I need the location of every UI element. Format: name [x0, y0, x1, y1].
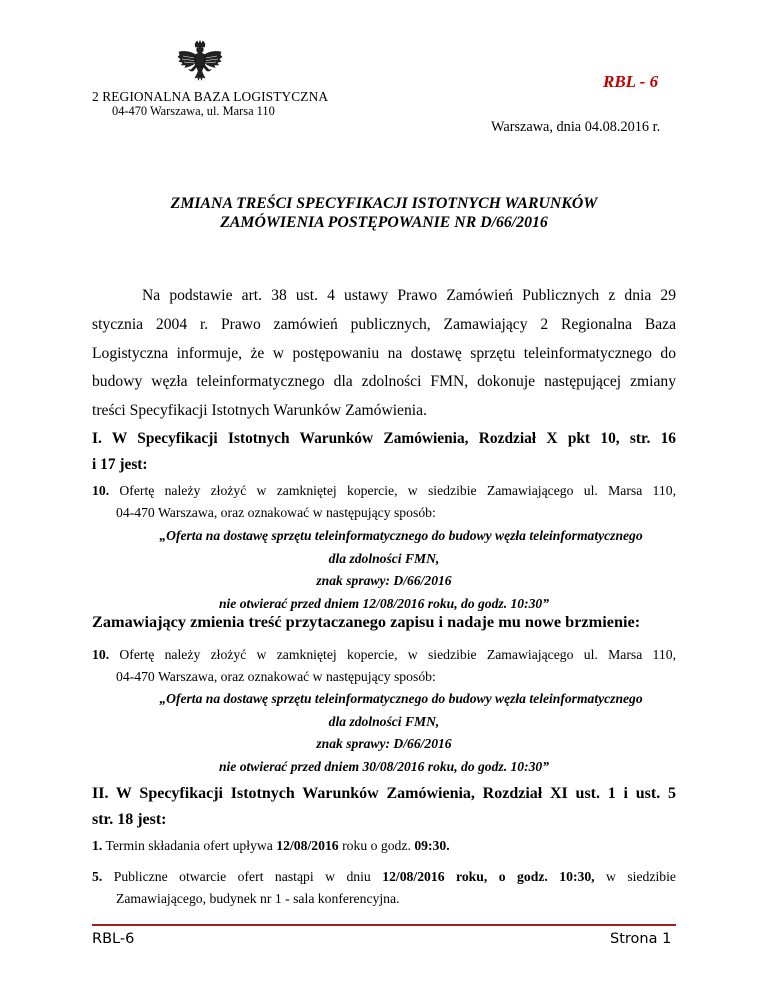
new-item-line-2: 04-470 Warszawa, oraz oznakować w następujący sposób:	[116, 669, 436, 684]
old-item-line-2: 04-470 Warszawa, oraz oznakować w następujący sposób:	[116, 505, 436, 520]
old-quote-line: „Oferta na dostawę sprzętu teleinformatycznego do budowy węzła teleinformatycznego	[159, 528, 643, 543]
old-quote-line: nie otwierać przed dniem 12/08/2016 roku, do godz. 10:30”	[218, 596, 550, 612]
footer-page-number: Strona 1	[610, 931, 672, 947]
intro-line: Na podstawie art. 38 ust. 4 ustawy Prawo Zamówień Publicznych z dnia 29	[142, 287, 676, 304]
new-item-quote	[0, 688, 768, 779]
new-item-text: Ofertę należy złożyć w zamkniętej kopercie, w siedzibie Zamawiającego ul. Marsa 110,	[119, 647, 676, 662]
new-item-line-1	[92, 644, 676, 666]
intro-paragraph	[92, 282, 676, 426]
organization-name: 2 REGIONALNA BAZA LOGISTYCZNA	[92, 89, 329, 104]
section-1-heading	[92, 426, 676, 478]
new-item-number: 10.	[92, 647, 110, 662]
section-1-heading-line: i 17 jest:	[92, 456, 148, 473]
document-code: RBL - 6	[603, 72, 659, 91]
new-quote-line: znak sprawy: D/66/2016	[316, 736, 452, 752]
item-1-time: 09:30.	[414, 838, 450, 853]
document-title-line-2: ZAMÓWIENIA POSTĘPOWANIE NR D/66/2016	[220, 214, 548, 231]
new-item-10	[92, 644, 676, 688]
item-5-text: Publiczne otwarcie ofert nastąpi w dniu	[113, 869, 383, 884]
old-quote-line: dla zdolności FMN,	[328, 550, 440, 566]
section-1-heading-line: I. W Specyfikacji Istotnych Warunków Zamówienia, Rozdział X pkt 10, str. 16	[92, 430, 676, 447]
organization-address: 04-470 Warszawa, ul. Marsa 110	[112, 104, 275, 118]
old-item-line-1	[92, 480, 676, 502]
item-5-line-1	[92, 866, 676, 888]
item-5-line-2: Zamawiającego, budynek nr 1 - sala konferencyjna.	[116, 891, 400, 906]
document-title-line-1: ZMIANA TREŚCI SPECYFIKACJI ISTOTNYCH WARUNKÓW	[170, 195, 598, 212]
new-quote-line: nie otwierać przed dniem 30/08/2016 roku, do godz. 10:30”	[218, 759, 550, 775]
item-1-date: 12/08/2016	[276, 838, 339, 853]
footer-doc-code: RBL-6	[92, 931, 135, 947]
section-2-item-1	[92, 835, 676, 857]
intro-line: budowy węzła teleinformatycznego dla zdolności FMN, dokonuje następującej zmiany	[92, 373, 676, 391]
intro-line: Logistyczna informuje, że w postępowaniu na dostawę sprzętu teleinformatycznego do	[92, 344, 676, 362]
new-quote-line: dla zdolności FMN,	[328, 713, 440, 729]
new-quote-line: „Oferta na dostawę sprzętu teleinformatycznego do budowy węzła teleinformatycznego	[159, 691, 643, 706]
item-1-number: 1.	[92, 838, 103, 853]
section-2-heading	[92, 781, 676, 833]
item-5-text-2: w siedzibie	[594, 869, 677, 884]
old-item-number: 10.	[92, 483, 110, 498]
polish-eagle-emblem-icon	[176, 40, 224, 84]
item-5-number: 5.	[92, 869, 103, 884]
old-item-quote	[0, 525, 768, 616]
item-1-text-2: roku o godz.	[338, 838, 415, 853]
change-heading: Zamawiający zmienia treść przytaczanego zapisu i nadaje mu nowe brzmienie:	[92, 612, 641, 631]
date-line: Warszawa, dnia 04.08.2016 r.	[491, 119, 661, 135]
item-1-line	[92, 835, 676, 857]
section-2-heading-line: II. W Specyfikacji Istotnych Warunków Zamówienia, Rozdział XI ust. 1 i ust. 5	[92, 785, 676, 802]
section-2-item-5	[92, 866, 676, 910]
item-1-text: Termin składania ofert upływa	[105, 838, 277, 853]
footer-rule	[92, 924, 676, 926]
old-item-10	[92, 480, 676, 524]
section-2-heading-line: str. 18 jest:	[92, 811, 167, 828]
old-item-text: Ofertę należy złożyć w zamkniętej kopercie, w siedzibie Zamawiającego ul. Marsa 110,	[119, 483, 676, 498]
intro-line: stycznia 2004 r. Prawo zamówień publicznych, Zamawiający 2 Regionalna Baza	[92, 315, 676, 333]
intro-line: treści Specyfikacji Istotnych Warunków Zamówienia.	[92, 402, 427, 420]
item-5-datetime: 12/08/2016 roku, o godz. 10:30,	[382, 869, 595, 884]
old-quote-line: znak sprawy: D/66/2016	[316, 573, 452, 589]
